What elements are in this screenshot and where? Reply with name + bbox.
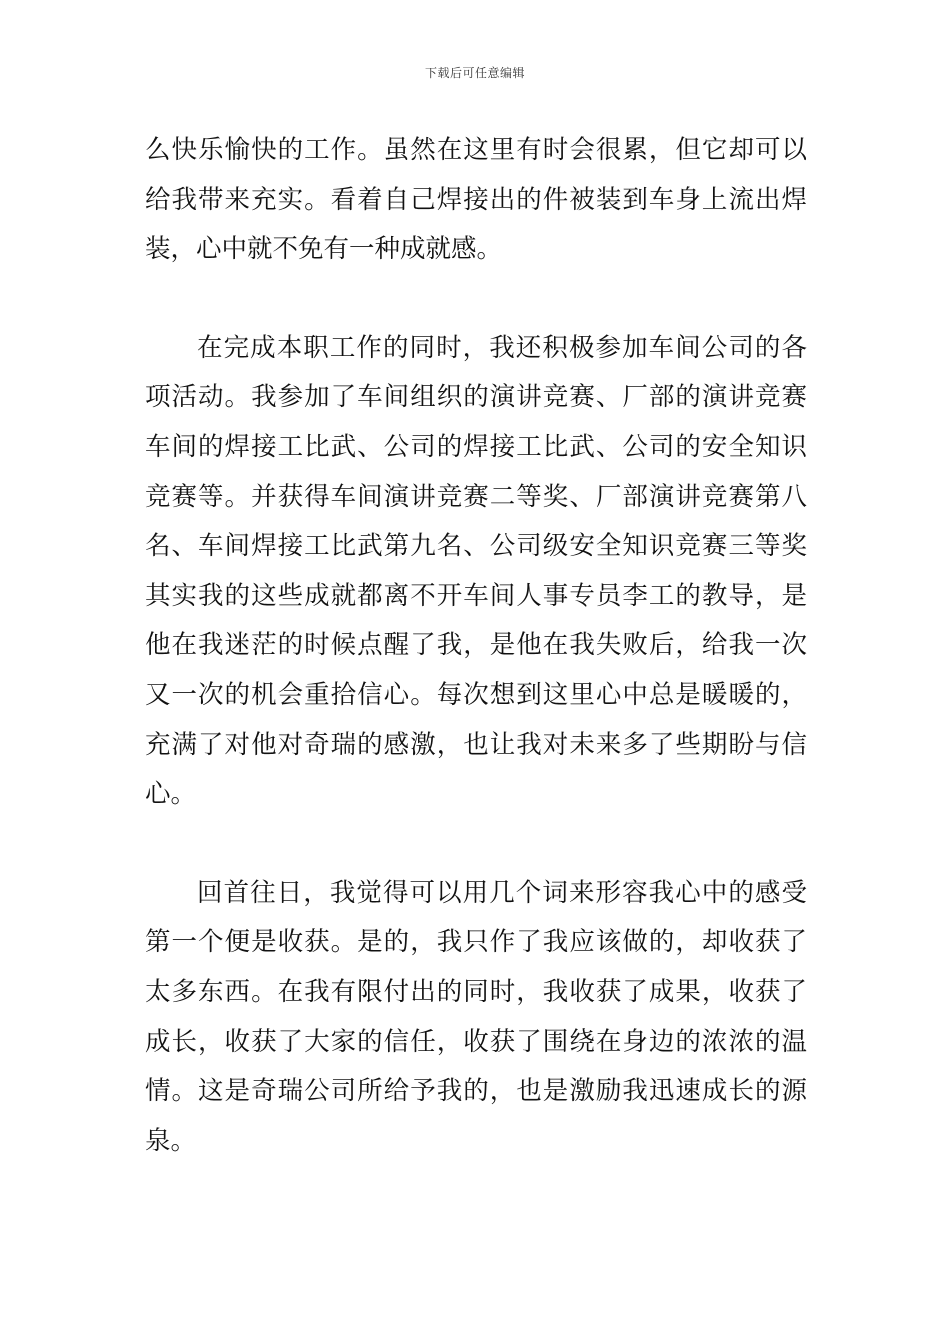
paragraph-3: 回首往日，我觉得可以用几个词来形容我心中的感受第一个便是收获。是的，我只作了我应该做的，却收获了太多东西。在我有限付出的同时，我收获了成果，收获了成长，收获了大家的信任，收获了围绕在身边的浓浓的温情。这是奇瑞公司所给予我的，也是激励我迅速成长的源泉。: [145, 877, 807, 1156]
header-note: 下载后可任意编辑: [424, 66, 525, 80]
document-body: [145, 126, 807, 1166]
paragraph-2: 在完成本职工作的同时，我还积极参加车间公司的各项活动。我参加了车间组织的演讲竞赛、厂部的演讲竞赛车间的焊接工比武、公司的焊接工比武、公司的安全知识竞赛等。并获得车间演讲竞赛二等奖、厂部演讲竞赛第八名、车间焊接工比武第九名、公司级安全知识竞赛三等奖其实我的这些成就都离不开车间人事专员李工的教导，是他在我迷茫的时候点醒了我，是他在我失败后，给我一次又一次的机会重拾信心。每次想到这里心中总是暖暖的，充满了对他对奇瑞的感激，也让我对未来多了些期盼与信心。: [145, 332, 807, 810]
paragraph-1: 么快乐愉快的工作。虽然在这里有时会很累，但它却可以给我带来充实。看着自己焊接出的件被装到车身上流出焊装，心中就不免有一种成就感。: [145, 135, 807, 265]
